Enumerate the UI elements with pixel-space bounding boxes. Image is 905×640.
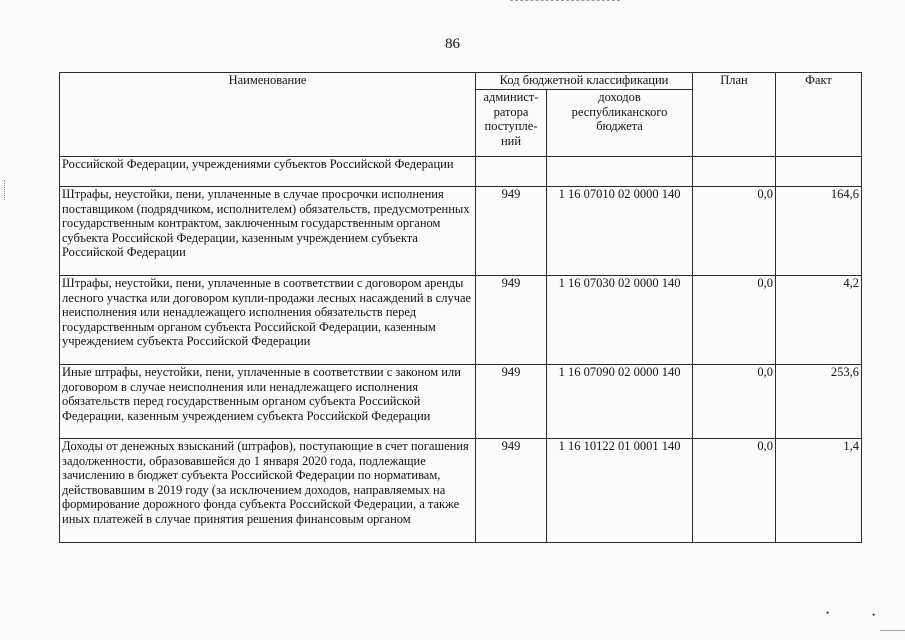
row-name: Доходы от денежных взысканий (штрафов), поступающие в счет погашения задолженности, образовавшейся до 1 января 2020 года, подлежащие зачислению в бюджет субъекта Российской Федерации по нормативам, действовавшим в 2019 году (за исключением доходов, направляемых на формирование дорожного фонда субъекта Российской Федерации, а также иных платежей в случае принятия решения финансовым органом — [60, 439, 476, 543]
table-row — [60, 276, 862, 365]
table-row — [60, 187, 862, 276]
column-group-header-budget-code: Код бюджетной классификации — [476, 73, 693, 90]
scan-artifact-dot: • — [826, 608, 830, 618]
row-fact: 164,6 — [776, 187, 862, 276]
row-admin-code: 949 — [476, 187, 547, 276]
budget-revenue-table — [59, 72, 862, 543]
row-income-code: 1 16 10122 01 0001 140 — [547, 439, 693, 543]
row-name: Иные штрафы, неустойки, пени, уплаченные в соответствии с законом или договором в случае неисполнения или ненадлежащего исполнения обязательств перед государственным органом субъекта Российской Федерации, казенным учреждением субъекта Российской Федерации — [60, 365, 476, 439]
scan-artifact-dot: • — [872, 610, 876, 620]
table-row — [60, 439, 862, 543]
scan-artifact-top — [510, 0, 620, 3]
row-plan: 0,0 — [693, 276, 776, 365]
row-admin-code — [476, 157, 547, 187]
row-plan: 0,0 — [693, 439, 776, 543]
row-admin-code: 949 — [476, 365, 547, 439]
row-income-code: 1 16 07090 02 0000 140 — [547, 365, 693, 439]
row-fact: 1,4 — [776, 439, 862, 543]
row-name: Штрафы, неустойки, пени, уплаченные в случае просрочки исполнения поставщиком (подрядчиком, исполнителем) обязательств, предусмотренных государственным контрактом, заключенным государственным органом субъекта Российской Федерации, казенным учреждением субъекта Российской Федерации — [60, 187, 476, 276]
row-plan: 0,0 — [693, 187, 776, 276]
scan-artifact-left — [4, 180, 7, 200]
scan-artifact-bottom — [880, 630, 905, 631]
row-income-code: 1 16 07010 02 0000 140 — [547, 187, 693, 276]
row-plan — [693, 157, 776, 187]
column-header-fact: Факт — [776, 73, 862, 157]
row-name: Российской Федерации, учреждениями субъектов Российской Федерации — [60, 157, 476, 187]
row-fact: 253,6 — [776, 365, 862, 439]
page-number: 86 — [445, 36, 460, 52]
column-header-name: Наименование — [60, 73, 476, 157]
column-header-plan: План — [693, 73, 776, 157]
row-admin-code: 949 — [476, 439, 547, 543]
row-plan: 0,0 — [693, 365, 776, 439]
row-fact — [776, 157, 862, 187]
column-header-income-code: доходов республиканского бюджета — [547, 90, 693, 157]
row-name: Штрафы, неустойки, пени, уплаченные в соответствии с договором аренды лесного участка или договором купли-продажи лесных насаждений в случае неисполнения или ненадлежащего исполнения обязательств перед государственным органом субъекта Российской Федерации, казенным учреждением субъекта Российской Федерации — [60, 276, 476, 365]
row-fact: 4,2 — [776, 276, 862, 365]
column-header-administrator: админист-ратора поступле-ний — [476, 90, 547, 157]
table-row — [60, 157, 862, 187]
row-admin-code: 949 — [476, 276, 547, 365]
table-row — [60, 365, 862, 439]
row-income-code: 1 16 07030 02 0000 140 — [547, 276, 693, 365]
row-income-code — [547, 157, 693, 187]
